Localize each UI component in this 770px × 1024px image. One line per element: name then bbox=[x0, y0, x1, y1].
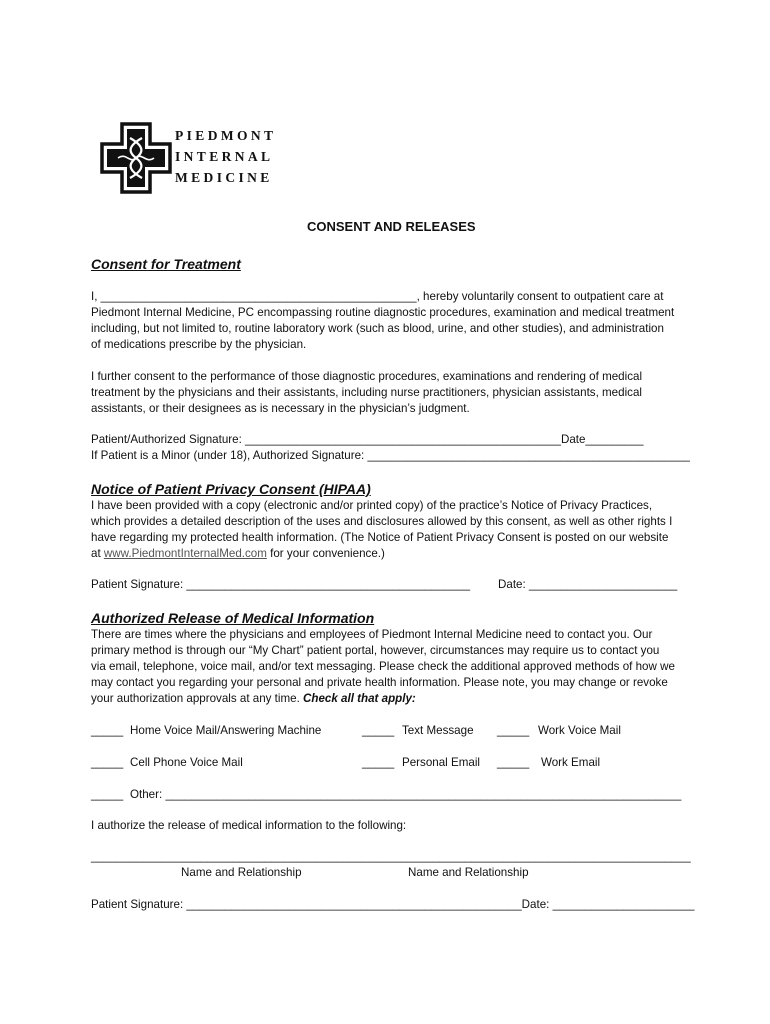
hipaa-line3: have regarding my protected health information. (The Notice of Patient Privacy Consent is posted on our website bbox=[91, 531, 669, 544]
home-voicemail-label: Home Voice Mail/Answering Machine bbox=[130, 724, 322, 737]
cell-voicemail-label: Cell Phone Voice Mail bbox=[130, 756, 243, 769]
name-relationship-label-2: Name and Relationship bbox=[408, 866, 529, 879]
other-checkbox[interactable]: _____ bbox=[91, 788, 124, 801]
authorize-release-text: I authorize the release of medical information to the following: bbox=[91, 819, 407, 832]
other-field[interactable]: Other: ________________________________________________________________________________ bbox=[130, 788, 682, 801]
release-line2: primary method is through our “My Chart” patient portal, however, circumstances may require us to contact you bbox=[91, 644, 660, 657]
name-relationship-label-1: Name and Relationship bbox=[181, 866, 302, 879]
hipaa-date-field[interactable]: Date: _______________________ bbox=[498, 578, 678, 591]
final-signature-field[interactable]: Patient Signature: ____________________________________________________Date: ______________________ bbox=[91, 898, 695, 911]
consent-para1-line3: including, but not limited to, routine laboratory work (such as blood, urine, and other studies), and administration bbox=[91, 322, 664, 335]
hipaa-signature-field[interactable]: Patient Signature: ____________________________________________ bbox=[91, 578, 471, 591]
home-voicemail-checkbox[interactable]: _____ bbox=[91, 724, 124, 737]
logo-line-2: INTERNAL bbox=[175, 149, 274, 164]
text-message-label: Text Message bbox=[402, 724, 474, 737]
website-link[interactable]: www.PiedmontInternalMed.com bbox=[103, 547, 267, 560]
logo-line-3: MEDICINE bbox=[175, 170, 273, 185]
hipaa-heading: Notice of Patient Privacy Consent (HIPAA) bbox=[91, 481, 371, 497]
consent-para1-line2: Piedmont Internal Medicine, PC encompassing routine diagnostic procedures, examination and medical treatment bbox=[91, 306, 675, 319]
release-line1: There are times where the physicians and employees of Piedmont Internal Medicine need to contact you. Our bbox=[91, 628, 653, 641]
hipaa-line1: I have been provided with a copy (electronic and/or printed copy) of the practice’s Notice of Privacy Practices, bbox=[91, 499, 653, 512]
text-message-checkbox[interactable]: _____ bbox=[362, 724, 395, 737]
authorized-signature-field[interactable]: Patient/Authorized Signature: _________________________________________________Date_________ bbox=[91, 433, 644, 446]
practice-logo bbox=[100, 122, 172, 194]
hipaa-line4 bbox=[91, 546, 385, 562]
release-line5-text: your authorization approvals at any time. bbox=[91, 692, 304, 705]
consent-heading: Consent for Treatment bbox=[91, 256, 241, 272]
hipaa-line4-prefix: at bbox=[91, 547, 104, 560]
check-all-instruction: Check all that apply: bbox=[303, 692, 416, 705]
release-heading: Authorized Release of Medical Information bbox=[91, 610, 375, 626]
personal-email-label: Personal Email bbox=[402, 756, 480, 769]
work-email-label: Work Email bbox=[541, 756, 601, 769]
hipaa-line2: which provides a detailed description of the uses and disclosures allowed by this consent, as well as other rights I bbox=[91, 515, 673, 528]
minor-signature-field[interactable]: If Patient is a Minor (under 18), Authorized Signature: __________________________________________________ bbox=[91, 449, 690, 462]
logo-line-1: PIEDMONT bbox=[175, 128, 277, 143]
release-line3: via email, telephone, voice mail, and/or text messaging. Please check the additional approved methods of how we bbox=[91, 660, 675, 673]
medical-cross-icon bbox=[100, 122, 172, 194]
consent-para2-line3: assistants, or their designees as is necessary in the physician’s judgment. bbox=[91, 402, 470, 415]
work-email-checkbox[interactable]: _____ bbox=[497, 756, 530, 769]
consent-para2-line1: I further consent to the performance of those diagnostic procedures, examinations and rendering of medical bbox=[91, 370, 643, 383]
work-voicemail-label: Work Voice Mail bbox=[538, 724, 621, 737]
personal-email-checkbox[interactable]: _____ bbox=[362, 756, 395, 769]
recipient-name-line[interactable]: _____________________________________________________________________________________________ bbox=[91, 850, 691, 863]
release-line4: may contact you regarding your personal and private health information. Please note, you may change or revoke bbox=[91, 676, 668, 689]
document-title: CONSENT AND RELEASES bbox=[307, 219, 476, 234]
consent-para2-line2: treatment by the physicians and their assistants, including nurse practitioners, physician assistants, medical bbox=[91, 386, 642, 399]
logo-text bbox=[175, 125, 276, 188]
consent-para1-line4: of medications prescribe by the physician. bbox=[91, 338, 307, 351]
consent-para1-line1[interactable]: I, _________________________________________________, hereby voluntarily consent to outpatient care at bbox=[91, 290, 664, 303]
release-line5 bbox=[91, 691, 416, 707]
cell-voicemail-checkbox[interactable]: _____ bbox=[91, 756, 124, 769]
work-voicemail-checkbox[interactable]: _____ bbox=[497, 724, 530, 737]
hipaa-line4-suffix: for your convenience.) bbox=[266, 547, 385, 560]
